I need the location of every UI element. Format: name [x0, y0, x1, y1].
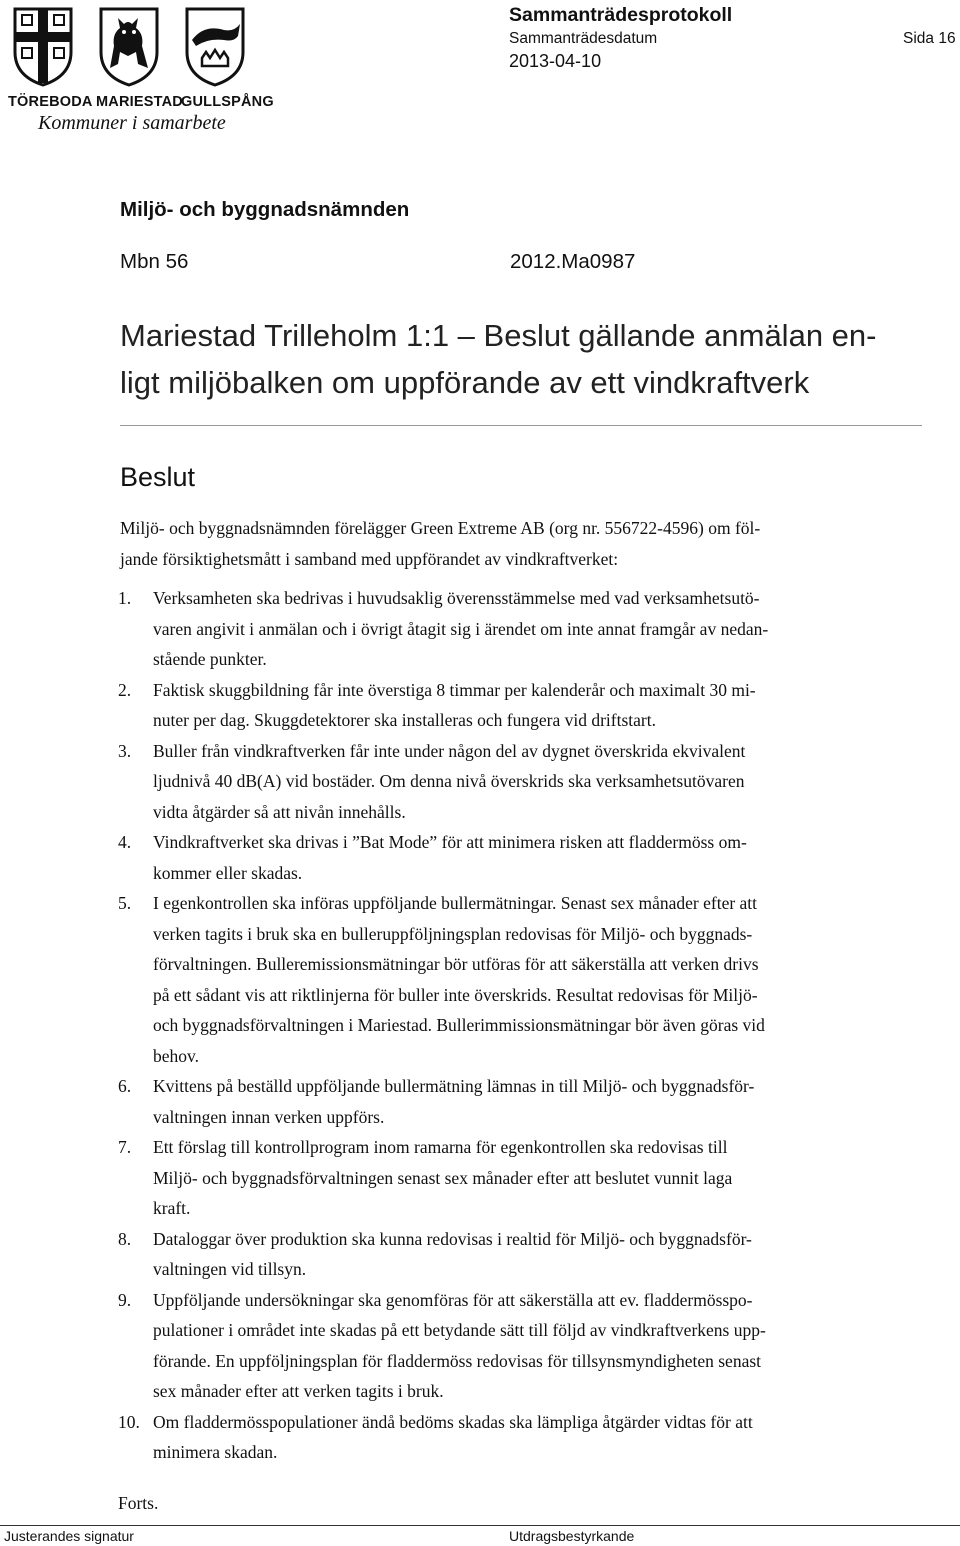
condition-item	[118, 888, 954, 1071]
title-line: ligt miljöbalken om uppförande av ett vindkraftverk	[120, 365, 810, 400]
condition-text-line: Dataloggar över produktion ska kunna redovisas i realtid för Miljö- och byggnadsför-	[153, 1228, 752, 1249]
condition-text-line: Miljö- och byggnadsförvaltningen senast sex månader efter att beslutet vunnit laga	[153, 1167, 733, 1188]
condition-text-line: pulationer i området inte skadas på ett betydande sätt till följd av vindkraftverkens upp-	[153, 1320, 766, 1340]
continued-label: Forts.	[118, 1493, 159, 1513]
condition-text-line: verken tagits i bruk ska en bulleruppföljningsplan redovisas för Miljö- och byggnads-	[153, 923, 753, 944]
intro-line: jande försiktighetsmått i samband med uppförandet av vindkraftverket:	[120, 549, 619, 569]
condition-number: 8.	[118, 1228, 132, 1249]
condition-text-line: nuter per dag. Skuggdetektorer ska installeras och fungera vid driftstart.	[153, 710, 656, 730]
meeting-date-label: Sammanträdesdatum	[509, 30, 658, 47]
condition-text-line: kommer eller skadas.	[153, 862, 303, 883]
mariestad-crest-icon	[98, 6, 160, 88]
town-name-gullspang: GULLSPÅNG	[181, 94, 274, 110]
condition-text-line: I egenkontrollen ska införas uppföljande bullermätningar. Senast sex månader efter att	[153, 893, 758, 913]
title-divider	[120, 425, 922, 426]
condition-item	[118, 583, 954, 675]
condition-item	[118, 1071, 954, 1132]
condition-text-line: behov.	[153, 1045, 200, 1066]
condition-number: 6.	[118, 1076, 132, 1096]
condition-number: 7.	[118, 1137, 132, 1157]
condition-text-line: förande. En uppföljningsplan för fladdermöss redovisas för tillsynsmyndigheten senast	[153, 1350, 762, 1371]
condition-number: 10.	[118, 1411, 140, 1432]
condition-item	[118, 1407, 954, 1468]
condition-item	[118, 1224, 954, 1285]
condition-text-line: Om fladdermösspopulationer ändå bedöms skadas ska lämpliga åtgärder vidtas för att	[153, 1411, 753, 1432]
condition-text-line: på ett sådant vis att riktlinjerna för buller inte överskrids. Resultat redovisas för Miljö-	[153, 984, 758, 1005]
meeting-date: 2013-04-10	[509, 51, 602, 71]
condition-text-line: Buller från vindkraftverken får inte under någon del av dygnet överskrida ekvivalent	[153, 740, 746, 761]
municipality-logo-block	[4, 4, 274, 134]
condition-text-line: Faktisk skuggbildning får inte överstiga 8 timmar per kalenderår och maximalt 30 mi-	[153, 679, 756, 700]
gullspang-crest-icon	[184, 6, 246, 88]
signature-label: Justerandes signatur	[4, 1528, 134, 1544]
condition-text-line: och byggnadsförvaltningen i Mariestad. Bullerimmissionsmätningar bör även göras vid	[153, 1015, 765, 1035]
condition-text-line: Kvittens på beställd uppföljande bullermätning lämnas in till Miljö- och byggnadsför-	[153, 1076, 755, 1096]
condition-text-line: kraft.	[153, 1198, 191, 1218]
condition-text-line: Vindkraftverket ska drivas i ”Bat Mode” för att minimera risken att fladdermöss om-	[153, 832, 747, 852]
condition-text-line: minimera skadan.	[153, 1442, 278, 1462]
town-name-mariestad: MARIESTAD	[96, 94, 183, 110]
condition-item	[118, 736, 954, 828]
condition-text-line: valtningen innan verken uppförs.	[153, 1106, 385, 1127]
footer-divider	[0, 1525, 960, 1526]
committee-name: Miljö- och byggnadsnämnden	[120, 198, 410, 221]
condition-item	[118, 827, 954, 888]
logo-tagline: Kommuner i samarbete	[38, 112, 226, 134]
toreboda-crest-icon	[12, 6, 74, 88]
condition-item	[118, 1285, 954, 1407]
condition-item	[118, 1132, 954, 1224]
condition-number: 1.	[118, 588, 132, 608]
condition-text-line: Ett förslag till kontrollprogram inom ramarna för egenkontrollen ska redovisas till	[153, 1137, 728, 1157]
extract-label: Utdragsbestyrkande	[509, 1528, 635, 1544]
condition-number: 9.	[118, 1289, 132, 1310]
condition-text-line: ljudnivå 40 dB(A) vid bostäder. Om denna nivå överskrids ska verksamhetsutövaren	[153, 771, 745, 791]
intro-paragraph	[120, 513, 950, 575]
condition-text-line: vidta åtgärder så att nivån innehålls.	[153, 801, 406, 822]
section-heading: Beslut	[120, 462, 196, 492]
condition-number: 3.	[118, 740, 132, 761]
condition-text-line: Verksamheten ska bedrivas i huvudsaklig överensstämmelse med vad verksamhetsutö-	[153, 588, 760, 608]
intro-line: Miljö- och byggnadsnämnden förelägger Green Extreme AB (org nr. 556722-4596) om föl-	[120, 518, 761, 538]
protocol-title: Sammanträdesprotokoll	[509, 4, 733, 26]
condition-text-line: varen angivit i anmälan och i övrigt åtagit sig i ärendet om inte annat framgår av nedan-	[153, 618, 769, 639]
condition-text-line: stående punkter.	[153, 649, 267, 669]
case-reference: 2012.Ma0987	[510, 250, 636, 273]
condition-item	[118, 675, 954, 736]
condition-number: 4.	[118, 832, 132, 852]
title-line: Mariestad Trilleholm 1:1 – Beslut gällande anmälan en-	[120, 318, 877, 353]
condition-text-line: sex månader efter att verken tagits i bruk.	[153, 1381, 444, 1401]
page-number: Sida 16	[903, 30, 956, 47]
condition-number: 2.	[118, 679, 132, 700]
condition-text-line: valtningen vid tillsyn.	[153, 1259, 307, 1279]
document-title	[120, 312, 950, 406]
condition-text-line: Uppföljande undersökningar ska genomföras för att säkerställa att ev. fladdermösspo-	[153, 1289, 753, 1310]
condition-number: 5.	[118, 893, 132, 913]
case-paragraph: Mbn 56	[120, 250, 189, 273]
town-name-toreboda: TÖREBODA	[8, 94, 93, 110]
condition-text-line: förvaltningen. Bulleremissionsmätningar bör utföras för att säkerställa att verken drivs	[153, 954, 759, 974]
conditions-list	[118, 583, 954, 1468]
